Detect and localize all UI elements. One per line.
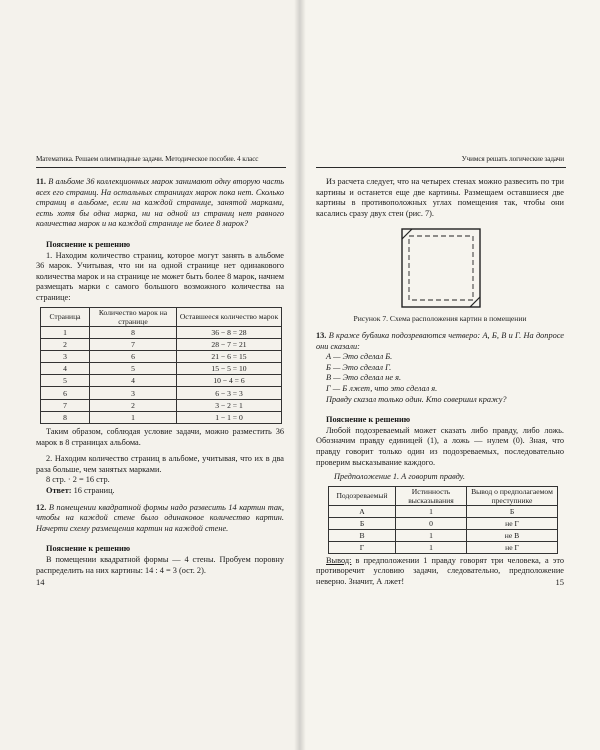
problem-11-text: В альбоме 36 коллекционных марок занимают одну вторую часть всех его страниц. На остальных страницах марок пока нет. Сколько страниц в альбоме, если на каждой странице, занятой марками, есть хотя бы одна марка, ни на одной из страниц нет равного количества марок и на каждой странице не более 8 марок? xyxy=(36,177,284,229)
problem-11-after-table: Таким образом, соблюдая условие задачи, можно разместить 36 марок в 8 страницах альбома. xyxy=(36,427,284,447)
problem-13-text: В краже бублика подозреваются четверо: А, Б, В и Г. На допросе они сказали: xyxy=(316,330,564,351)
table-cell: 7 xyxy=(90,338,177,350)
table-cell: 2 xyxy=(90,399,177,411)
pages-table xyxy=(40,307,282,425)
table-row xyxy=(329,541,558,553)
table-cell: 7 xyxy=(41,399,90,411)
table-cell: не Г xyxy=(467,517,558,529)
table-row xyxy=(41,399,282,411)
table-header-cell: Истинность высказывания xyxy=(396,486,467,505)
figure-7 xyxy=(316,227,564,311)
table-cell: 3 − 2 = 1 xyxy=(177,399,282,411)
problem-11-number: 11. xyxy=(36,177,46,186)
table-cell: не В xyxy=(467,529,558,541)
assumption-1: Предположение 1. А говорит правду. xyxy=(334,472,465,482)
table-row xyxy=(329,505,558,517)
table-cell: 5 xyxy=(90,363,177,375)
statement-a: А — Это сделал Б. xyxy=(326,352,393,362)
table-cell: 2 xyxy=(41,338,90,350)
table-header-cell: Подозреваемый xyxy=(329,486,396,505)
table-row xyxy=(41,363,282,375)
table-cell: 1 xyxy=(396,541,467,553)
problem-12-text: В помещении квадратной формы надо развесить 14 картин так, чтобы на каждой стене было одинаковое количество картин. Начерти схему размещения картин на каждой стене. xyxy=(36,502,285,533)
table-cell: 21 − 6 = 15 xyxy=(177,350,282,362)
answer-label: Ответ: xyxy=(46,486,72,495)
corner-picture-bottom-right xyxy=(470,297,480,307)
left-header-rule xyxy=(36,167,286,168)
table-cell: Г xyxy=(329,541,396,553)
right-running-head: Учимся решать логические задачи xyxy=(461,155,564,163)
picture-layout xyxy=(409,236,473,300)
table-cell: 3 xyxy=(90,387,177,399)
conclusion-label: Вывод: xyxy=(326,555,352,565)
table-cell: 1 xyxy=(396,505,467,517)
table-cell: 8 xyxy=(90,326,177,338)
table-cell: не Г xyxy=(467,541,558,553)
table-row xyxy=(41,350,282,362)
problem-11-answer xyxy=(36,486,284,497)
corner-picture-top-left xyxy=(402,229,412,239)
problem-13-question: Правду сказал только один. Кто совершил кражу? xyxy=(326,394,507,404)
problem-13-explain: Любой подозреваемый может сказать либо правду, либо ложь. Обозначим правду единицей (1), а ложь — нулем (0). Зная, что правду говорит только один из подозреваемых, последовательно проверим высказывание каждого. xyxy=(316,425,564,467)
table-cell: 36 − 8 = 28 xyxy=(177,326,282,338)
table-cell: 0 xyxy=(396,517,467,529)
room-diagram xyxy=(316,227,564,311)
left-page-body xyxy=(36,177,284,576)
right-page-body xyxy=(316,177,564,587)
table-cell: 1 − 1 = 0 xyxy=(177,411,282,423)
problem-11-step1: 1. Находим количество страниц, которое могут занять в альбоме 36 марок. Учитывая, что ни на одной странице нет одинакового количества марок и на странице не может быть более 8 марок, начнем размещать марки с самого большого возможного количества на странице: xyxy=(36,250,284,302)
book-spine-shadow xyxy=(294,0,306,750)
table-cell: А xyxy=(329,505,396,517)
figure-caption: Рисунок 7. Схема расположения картин в помещении xyxy=(353,314,527,324)
table-cell: 6 − 3 = 3 xyxy=(177,387,282,399)
problem-13-number: 13. xyxy=(316,330,327,340)
right-header-rule xyxy=(316,167,566,168)
table-cell: 15 − 5 = 10 xyxy=(177,363,282,375)
problem-11-solution-heading: Пояснение к решению xyxy=(46,239,131,249)
table-cell: 4 xyxy=(90,375,177,387)
table-row xyxy=(41,387,282,399)
table-header-cell: Страница xyxy=(41,307,90,326)
problem-11 xyxy=(36,177,284,230)
right-page-number: 15 xyxy=(555,577,564,587)
table-row xyxy=(329,517,558,529)
answer-value: 16 страниц. xyxy=(73,486,115,495)
table-cell: 3 xyxy=(41,350,90,362)
statement-v: В — Это сделал не я. xyxy=(326,373,402,383)
problem-12 xyxy=(36,503,284,535)
problem-12-number: 12. xyxy=(36,502,47,512)
table-cell: 5 xyxy=(41,375,90,387)
table-cell: 1 xyxy=(90,411,177,423)
table-cell: 28 − 7 = 21 xyxy=(177,338,282,350)
table-cell: 6 xyxy=(41,387,90,399)
table-row xyxy=(41,411,282,423)
right-intro: Из расчета следует, что на четырех стенах можно развесить по три картины и останется еще две картины. Размещаем оставшиеся две картины в противоположных углах помещения так, чтобы они касались сразу двух стен (рис. 7). xyxy=(316,177,564,218)
statement-b: Б — Это сделал Г. xyxy=(326,362,392,372)
table-header-cell: Количество марок на странице xyxy=(90,307,177,326)
table-cell: 8 xyxy=(41,411,90,423)
table-row xyxy=(41,375,282,387)
problem-12-solution-heading: Пояснение к решению xyxy=(46,544,131,554)
table-cell: Б xyxy=(467,505,558,517)
problem-12-text2: В помещении квадратной формы — 4 стены. Пробуем поровну распределить на них картины: 14 : 4 = 3 (ост. 2). xyxy=(36,554,284,575)
problem-13 xyxy=(316,331,564,352)
problem-11-calc: 8 стр. · 2 = 16 стр. xyxy=(46,475,110,485)
suspects-table xyxy=(328,486,558,554)
table-cell: 6 xyxy=(90,350,177,362)
table-cell: В xyxy=(329,529,396,541)
table-cell: 4 xyxy=(41,363,90,375)
table-header-row xyxy=(329,486,558,505)
table-header-row xyxy=(41,307,282,326)
table-header-cell: Оставшееся количество марок xyxy=(177,307,282,326)
table-cell: Б xyxy=(329,517,396,529)
conclusion xyxy=(316,556,564,588)
table-cell: 1 xyxy=(41,326,90,338)
room-walls xyxy=(402,229,480,307)
table-header-cell: Вывод о предполагаемом преступнике xyxy=(467,486,558,505)
statement-g: Г — Б лжет, что это сделал я. xyxy=(326,383,438,393)
table-row xyxy=(329,529,558,541)
table-row xyxy=(41,326,282,338)
table-row xyxy=(41,338,282,350)
problem-13-solution-heading: Пояснение к решению xyxy=(326,415,411,425)
left-page-number: 14 xyxy=(36,577,45,587)
problem-11-step2: 2. Находим количество страниц в альбоме, учитывая, что их в два раза больше, чем занятых марками. xyxy=(36,454,284,474)
table-cell: 1 xyxy=(396,529,467,541)
left-running-head: Математика. Решаем олимпиадные задачи. Методическое пособие. 4 класс xyxy=(36,155,259,163)
conclusion-text: в предположении 1 правду говорят три человека, а это противоречит условию задачи, следовательно, предположение неверно. Значит, А лжет! xyxy=(316,555,565,586)
table-cell: 10 − 4 = 6 xyxy=(177,375,282,387)
